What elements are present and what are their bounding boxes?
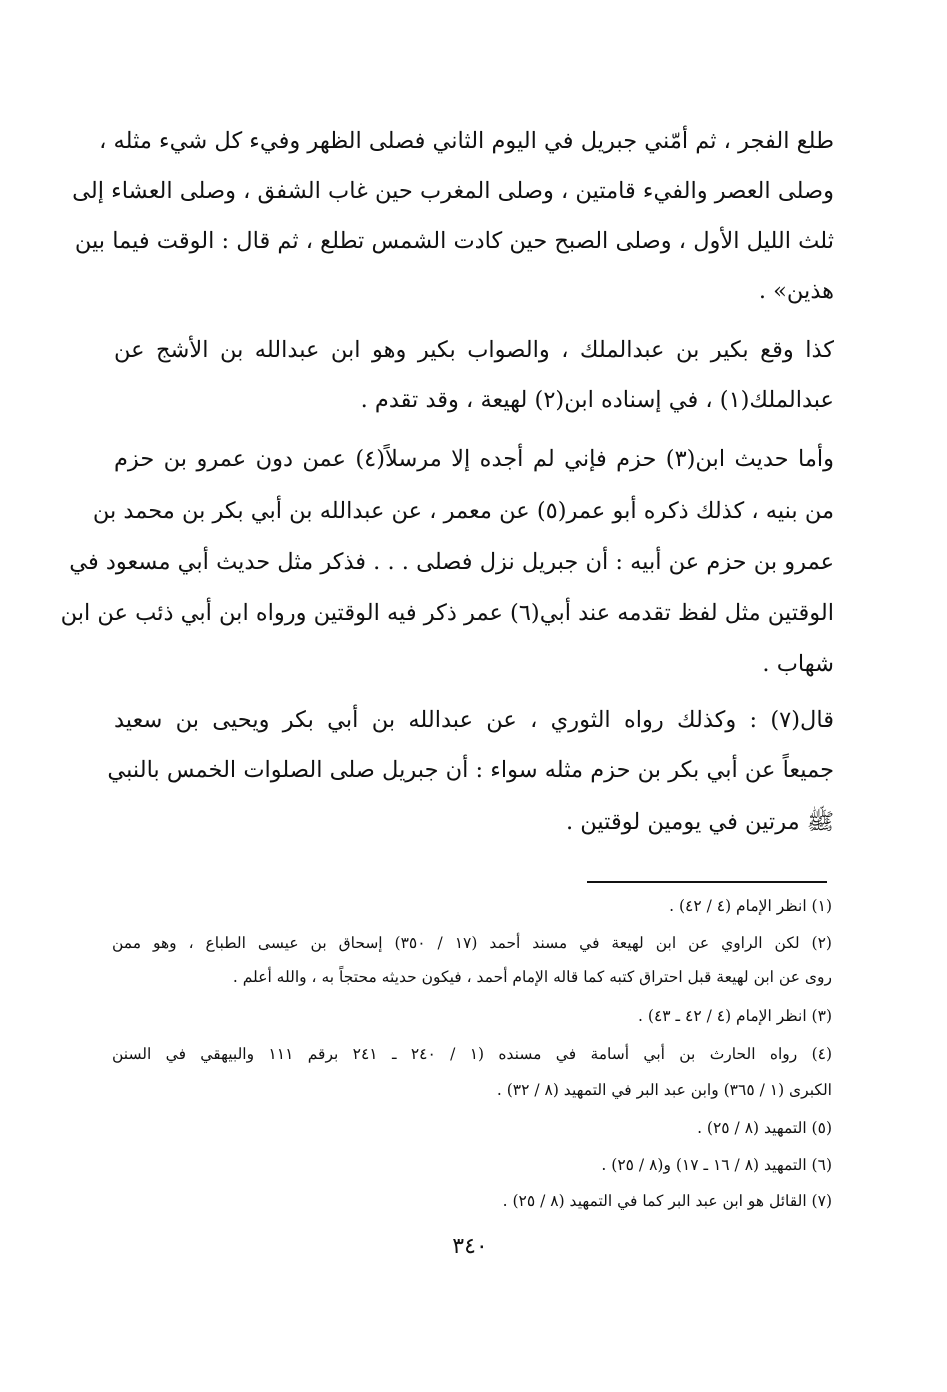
body-line: جميعاً عن أبي بكر بن حزم مثله سواء : أن جبريل صلى الصلوات الخمس بالنبي [107,757,834,783]
body-line: الوقتين مثل لفظ تقدمه عند أبي(٦) عمر ذكر فيه الوقتين ورواه ابن أبي ذئب عن ابن [60,600,834,626]
body-line: شهاب . [762,651,834,677]
footnote-line: الكبرى (١ / ٣٦٥) وابن عبد البر في التمهيد (٨ / ٣٢) . [496,1081,832,1099]
body-line: ﷺ مرتين في يومين لوقتين . [565,809,834,835]
footnote-line: (١) انظر الإمام (٤ / ٤٢) . [669,897,832,915]
footnote-line: (٦) التمهيد (٨ / ١٦ ـ ١٧) و(٨ / ٢٥) . [601,1156,832,1174]
body-line: من بنيه ، كذلك ذكره أبو عمر(٥) عن معمر ، عن عبدالله بن أبي بكر بن محمد بن [92,498,834,524]
footnote-line: (٤) رواه الحارث بن أبي أسامة في مسنده (١ / ٢٤٠ ـ ٢٤١ برقم ١١١ والبيهقي في السنن [112,1045,833,1063]
footnote-line: (٢) لكن الراوي عن ابن لهيعة في مسند أحمد (١٧ / ٣٥٠) إسحاق بن عيسى الطباع ، وهو ممن [112,934,832,952]
body-line: كذا وقع بكير بن عبدالملك ، والصواب بكير وهو ابن عبدالله بن الأشج عن [114,337,834,363]
body-line: قال(٧) : وكذلك رواه الثوري ، عن عبدالله بن أبي بكر ويحيى بن سعيد [114,707,834,733]
footnote-separator [587,881,827,883]
body-line: عمرو بن حزم عن أبيه : أن جبريل نزل فصلى . . . فذكر مثل حديث أبي مسعود في [69,549,834,575]
body-line: وأما حديث ابن(٣) حزم فإني لم أجده إلا مرسلاً(٤) عمن دون عمرو بن حزم [114,446,834,472]
body-line: وصلى العصر والفيء قامتين ، وصلى المغرب حين غاب الشفق ، وصلى العشاء إلى [72,178,834,204]
page-number: ٣٤٠ [452,1234,488,1259]
footnote-line: (٧) القائل هو ابن عبد البر كما في التمهيد (٨ / ٢٥) . [502,1192,832,1210]
footnote-line: (٥) التمهيد (٨ / ٢٥) . [697,1119,832,1137]
body-line: هذين» . [758,278,834,304]
body-line: عبدالملك(١) ، في إسناده ابن(٢) لهيعة ، وقد تقدم . [360,387,834,413]
body-line: طلع الفجر ، ثم أمّني جبريل في اليوم الثاني فصلى الظهر وفيء كل شيء مثله ، [99,128,834,154]
footnote-line: روى عن ابن لهيعة قبل احتراق كتبه كما قاله الإمام أحمد ، فيكون حديثه محتجاً به ، والله أعلم . [232,968,832,986]
footnote-line: (٣) انظر الإمام (٤ / ٤٢ ـ ٤٣) . [638,1007,832,1025]
body-line: ثلث الليل الأول ، وصلى الصبح حين كادت الشمس تطلع ، ثم قال : الوقت فيما بين [74,228,834,254]
